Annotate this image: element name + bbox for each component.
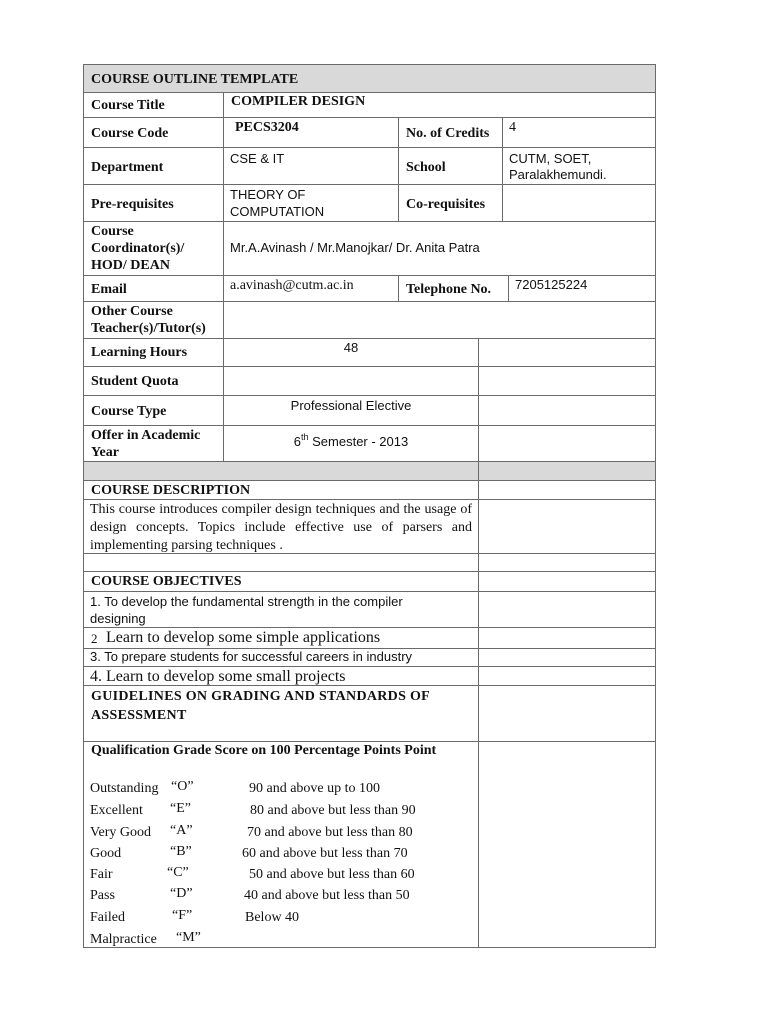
grading-heading-extra-cell xyxy=(478,685,656,742)
school-label: School xyxy=(406,160,446,175)
description-heading-cell xyxy=(83,480,479,500)
course-code-value-cell xyxy=(223,117,399,148)
academic-year-label-line2: Year xyxy=(91,445,119,460)
description-heading-extra-cell xyxy=(478,480,656,500)
grade-range: 90 and above up to 100 xyxy=(249,781,381,796)
coreq-value-cell xyxy=(502,184,656,222)
grade-name: Very Good xyxy=(90,825,152,840)
course-type-value: Professional Elective xyxy=(290,398,412,413)
student-quota-extra-cell xyxy=(478,366,656,396)
objective-2: Learn to develop some simple applications xyxy=(106,629,381,646)
telephone-value: 7205125224 xyxy=(515,277,588,292)
coordinator-label-line1: Course xyxy=(91,224,134,239)
objective-3-extra-cell xyxy=(478,648,656,667)
credits-value: 4 xyxy=(509,120,516,135)
blank-row-left xyxy=(83,553,479,572)
grade-name: Fair xyxy=(90,867,113,882)
coordinator-label-line2: Coordinator(s)/ xyxy=(91,241,185,256)
course-code-value: PECS3204 xyxy=(235,120,299,135)
grade-range: Below 40 xyxy=(245,910,300,925)
learning-hours-value-cell xyxy=(223,338,479,367)
objectives-heading-extra-cell xyxy=(478,571,656,592)
grade-name: Failed xyxy=(90,910,125,925)
department-value: CSE & IT xyxy=(230,151,285,166)
grading-heading-line1: GUIDELINES ON GRADING AND STANDARDS OF xyxy=(91,689,431,704)
prereq-value-line1: THEORY OF xyxy=(230,187,306,202)
prereq-label: Pre-requisites xyxy=(91,197,174,212)
credits-label-cell xyxy=(398,117,503,148)
prereq-value-cell xyxy=(223,184,399,222)
course-type-extra-cell xyxy=(478,395,656,426)
course-title-value-cell xyxy=(223,92,656,118)
student-quota-value-cell xyxy=(223,366,479,396)
grading-subheading: Qualification Grade Score on 100 Percentage Points Point xyxy=(91,743,437,758)
credits-label: No. of Credits xyxy=(406,126,490,141)
objective-1-extra-cell xyxy=(478,591,656,628)
objective-2-extra-cell xyxy=(478,627,656,649)
objective-3: 3. To prepare students for successful careers in industry xyxy=(90,649,413,664)
grade-range: 50 and above but less than 60 xyxy=(249,867,415,882)
grading-heading-line2: ASSESSMENT xyxy=(91,708,187,723)
description-text-extra-cell xyxy=(478,499,656,554)
other-teachers-value-cell xyxy=(223,301,656,339)
coordinator-label-line3: HOD/ DEAN xyxy=(91,258,170,273)
semester-rest: Semester - 2013 xyxy=(312,434,409,449)
course-title-label-cell xyxy=(83,92,224,118)
email-value: a.avinash@cutm.ac.in xyxy=(230,278,354,293)
other-teachers-label-cell xyxy=(83,301,224,339)
coordinator-value: Mr.A.Avinash / Mr.Manojkar/ Dr. Anita Patra xyxy=(230,240,480,255)
grading-table-extra-cell xyxy=(478,741,656,948)
objectives-heading-cell xyxy=(83,571,479,592)
objective-4-extra-cell xyxy=(478,666,656,686)
grading-heading-cell xyxy=(83,685,479,742)
other-teachers-label-line2: Teacher(s)/Tutor(s) xyxy=(91,321,206,336)
course-code-label-cell xyxy=(83,117,224,148)
course-code-label: Course Code xyxy=(91,126,169,141)
department-label: Department xyxy=(91,160,164,175)
student-quota-label-cell xyxy=(83,366,224,396)
page-title: COURSE OUTLINE TEMPLATE xyxy=(91,72,299,87)
student-quota-label: Student Quota xyxy=(91,374,179,389)
description-heading: COURSE DESCRIPTION xyxy=(91,483,251,498)
separator-row-left xyxy=(83,461,479,481)
grade-name: Good xyxy=(90,846,122,861)
grade-letter: “C” xyxy=(167,865,189,880)
objective-2-cell xyxy=(83,627,479,649)
grade-range: 60 and above but less than 70 xyxy=(242,846,408,861)
grade-range: 80 and above but less than 90 xyxy=(250,803,416,818)
school-value-cell xyxy=(502,147,656,185)
academic-year-value xyxy=(224,432,478,449)
school-value-line1: CUTM, SOET, xyxy=(509,151,592,166)
grade-letter: “F” xyxy=(172,908,193,923)
description-text-cell xyxy=(83,499,479,554)
academic-year-label-line1: Offer in Academic xyxy=(91,428,201,443)
prereq-value-line2: COMPUTATION xyxy=(230,204,325,219)
school-value-line2: Paralakhemundi. xyxy=(509,167,607,182)
prereq-label-cell xyxy=(83,184,224,222)
grade-letter: “A” xyxy=(170,823,193,838)
coreq-label: Co-requisites xyxy=(406,197,486,212)
email-value-cell xyxy=(223,275,399,302)
grading-table-cell xyxy=(83,741,479,948)
grade-range: 40 and above but less than 50 xyxy=(244,888,410,903)
grade-name: Pass xyxy=(90,888,115,903)
objective-3-cell xyxy=(83,648,479,667)
learning-hours-value: 48 xyxy=(343,340,359,355)
grade-letter: “O” xyxy=(171,779,194,794)
learning-hours-label: Learning Hours xyxy=(91,345,188,360)
telephone-label: Telephone No. xyxy=(406,282,492,297)
academic-year-extra-cell xyxy=(478,425,656,462)
objective-1-cell xyxy=(83,591,479,628)
course-type-label: Course Type xyxy=(91,404,167,419)
learning-hours-extra-cell xyxy=(478,338,656,367)
coreq-label-cell xyxy=(398,184,503,222)
grade-letter: “M” xyxy=(176,930,201,945)
school-label-cell xyxy=(398,147,503,185)
header-row xyxy=(83,64,656,93)
grade-letter: “B” xyxy=(170,844,192,859)
coordinator-value-cell xyxy=(223,221,656,276)
email-label-cell xyxy=(83,275,224,302)
blank-row-right xyxy=(478,553,656,572)
coordinator-label-cell xyxy=(83,221,224,276)
objective-4-cell xyxy=(83,666,479,686)
course-title-value: COMPILER DESIGN xyxy=(231,94,366,109)
credits-value-cell xyxy=(502,117,656,148)
department-value-cell xyxy=(223,147,399,185)
academic-year-label-cell xyxy=(83,425,224,462)
grade-letter: “D” xyxy=(170,886,193,901)
other-teachers-label-line1: Other Course xyxy=(91,304,173,319)
grade-name: Excellent xyxy=(90,803,143,818)
grade-name: Outstanding xyxy=(90,781,159,796)
department-label-cell xyxy=(83,147,224,185)
grade-range: 70 and above but less than 80 xyxy=(247,825,413,840)
objective-4: 4. Learn to develop some small projects xyxy=(90,668,346,685)
grade-letter: “E” xyxy=(170,801,191,816)
objective-1: 1. To develop the fundamental strength in the compiler designing xyxy=(90,594,403,626)
course-type-value-cell xyxy=(223,395,479,426)
telephone-value-cell xyxy=(508,275,656,302)
semester-suffix: th xyxy=(300,432,309,442)
course-type-label-cell xyxy=(83,395,224,426)
telephone-label-cell xyxy=(398,275,509,302)
learning-hours-label-cell xyxy=(83,338,224,367)
email-label: Email xyxy=(91,282,127,297)
objective-2-number: 2 xyxy=(91,631,98,646)
description-text: This course introduces compiler design techniques and the usage of design concepts. Topics include effective use of parsers and implementing parsing techniques . xyxy=(90,502,472,553)
grade-name: Malpractice xyxy=(90,932,157,947)
objectives-heading: COURSE OBJECTIVES xyxy=(91,574,242,589)
semester-number: 6 xyxy=(293,434,301,449)
academic-year-value-cell xyxy=(223,425,479,462)
separator-row-right xyxy=(478,461,656,481)
course-title-label: Course Title xyxy=(91,98,165,113)
